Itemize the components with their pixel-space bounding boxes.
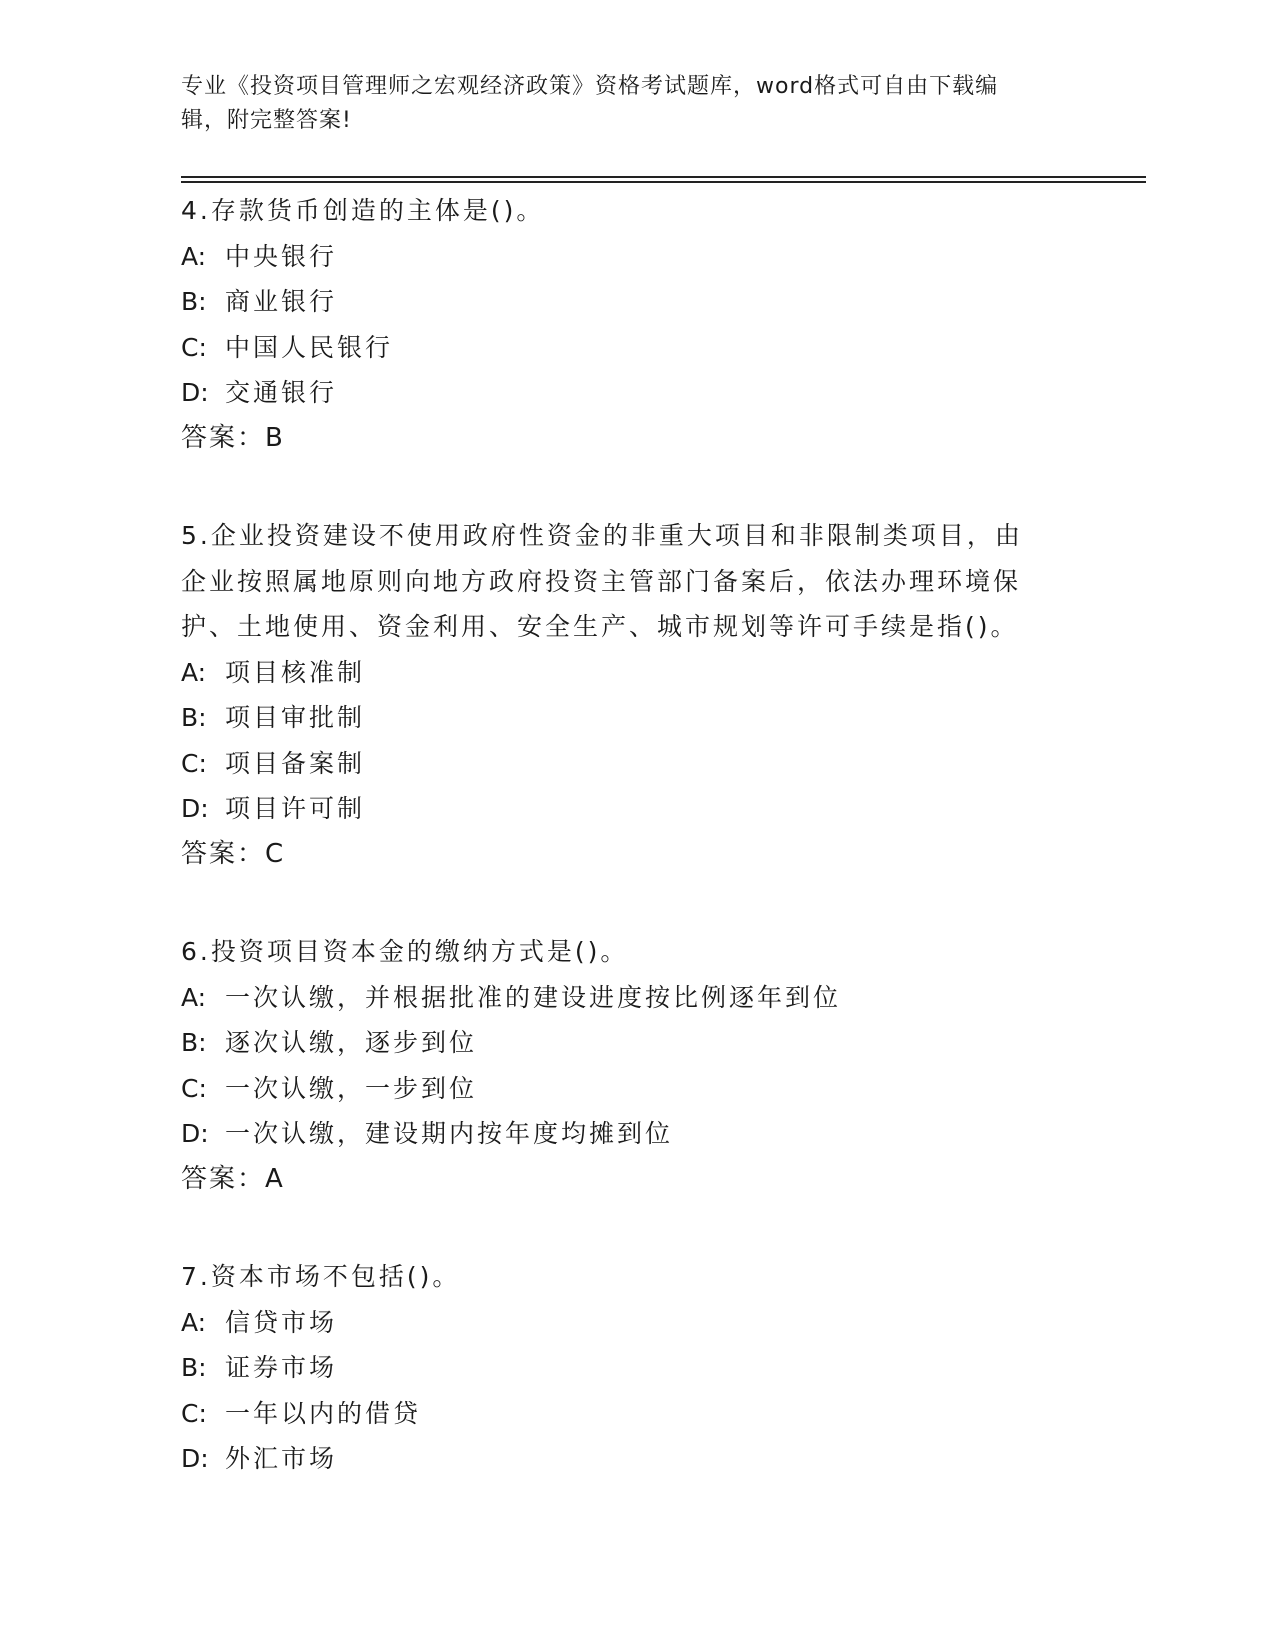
option-letter: A: <box>181 241 207 271</box>
option-text: 商业银行 <box>225 287 338 316</box>
option-text: 信贷市场 <box>225 1307 338 1337</box>
option-letter: A: <box>181 1307 207 1337</box>
answer-option <box>181 786 1081 832</box>
option-letter: D: <box>181 1444 209 1473</box>
header-divider-top <box>181 176 1146 178</box>
answer-option <box>181 1111 1081 1157</box>
option-text: 项目审批制 <box>225 703 366 732</box>
option-letter: B: <box>181 1353 207 1382</box>
option-text: 一次认缴，并根据批准的建设进度按比例逐年到位 <box>225 982 842 1012</box>
answer-option <box>181 1391 1081 1437</box>
question-stem: 4.存款货币创造的主体是()。 <box>181 196 545 225</box>
question-block <box>181 929 1081 1202</box>
question-stem: 5.企业投资建设不使用政府性资金的非重大项目和非限制类项目，由 <box>181 521 1023 550</box>
question-stem: 企业按照属地原则向地方政府投资主管部门备案后，依法办理环境保 <box>181 566 1022 596</box>
option-text: 一年以内的借贷 <box>225 1398 422 1428</box>
answer-option <box>181 370 1081 416</box>
option-letter: D: <box>181 1119 209 1148</box>
answer-key: 答案：A <box>181 1163 285 1194</box>
answer-option <box>181 1345 1081 1391</box>
document-header <box>181 70 1061 138</box>
option-letter: C: <box>181 1073 207 1103</box>
option-letter: C: <box>181 1398 207 1428</box>
question-list <box>181 188 1081 1534</box>
header-intro-line-2: 辑，附完整答案! <box>181 108 352 133</box>
option-text: 一次认缴，建设期内按年度均摊到位 <box>225 1119 674 1148</box>
header-intro-line-1: 专业《投资项目管理师之宏观经济政策》资格考试题库，word格式可自由下载编 <box>181 74 999 99</box>
option-letter: B: <box>181 1028 207 1057</box>
answer-option <box>181 741 1081 787</box>
question-stem: 6.投资项目资本金的缴纳方式是()。 <box>181 937 629 966</box>
answer-option <box>181 325 1081 371</box>
option-text: 项目备案制 <box>225 748 366 778</box>
option-text: 项目核准制 <box>225 657 366 687</box>
answer-option <box>181 1436 1081 1482</box>
option-text: 外汇市场 <box>225 1444 338 1473</box>
option-text: 证券市场 <box>225 1353 338 1382</box>
option-text: 项目许可制 <box>225 794 366 823</box>
question-stem: 7.资本市场不包括()。 <box>181 1262 461 1291</box>
option-text: 逐次认缴，逐步到位 <box>225 1028 478 1057</box>
answer-option <box>181 1300 1081 1346</box>
option-letter: A: <box>181 657 207 687</box>
option-letter: B: <box>181 287 207 316</box>
option-letter: D: <box>181 378 209 407</box>
option-letter: B: <box>181 703 207 732</box>
option-text: 中国人民银行 <box>225 332 394 362</box>
option-letter: D: <box>181 794 209 823</box>
question-stem: 护、土地使用、资金利用、安全生产、城市规划等许可手续是指()。 <box>181 612 1019 641</box>
answer-option <box>181 695 1081 741</box>
answer-key: 答案：B <box>181 422 285 453</box>
question-block <box>181 188 1081 461</box>
answer-option <box>181 279 1081 325</box>
header-divider-bottom <box>181 181 1146 183</box>
option-text: 中央银行 <box>225 241 338 271</box>
answer-option <box>181 650 1081 696</box>
option-text: 一次认缴，一步到位 <box>225 1073 478 1103</box>
option-text: 交通银行 <box>225 378 338 407</box>
answer-option <box>181 234 1081 280</box>
answer-option <box>181 975 1081 1021</box>
option-letter: A: <box>181 982 207 1012</box>
answer-option <box>181 1020 1081 1066</box>
question-block <box>181 513 1081 877</box>
question-block <box>181 1254 1081 1482</box>
option-letter: C: <box>181 332 207 362</box>
answer-key: 答案：C <box>181 838 286 869</box>
answer-option <box>181 1066 1081 1112</box>
option-letter: C: <box>181 748 207 778</box>
